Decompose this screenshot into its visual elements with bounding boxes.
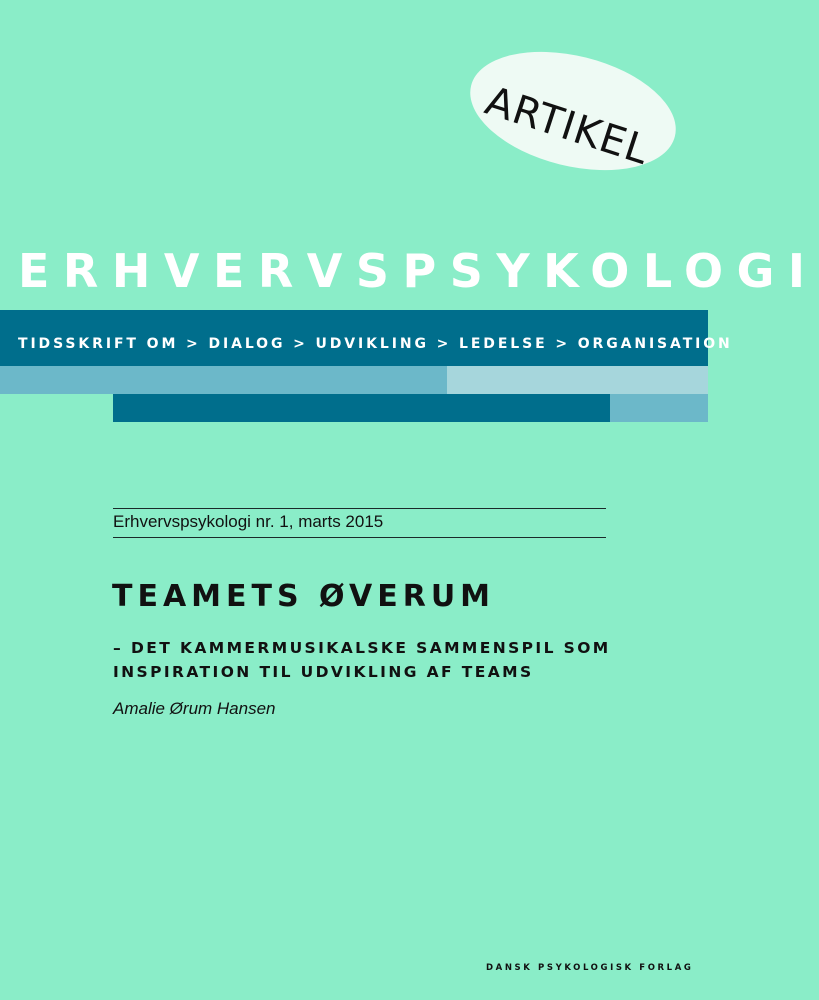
article-subtitle-line-1: – DET KAMMERMUSIKALSKE SAMMENSPIL SOM — [113, 639, 611, 657]
decorative-bar-light-right — [610, 394, 708, 422]
article-title: TEAMETS ØVERUM — [112, 579, 496, 614]
decorative-bar-light — [0, 366, 447, 394]
decorative-bar-dark — [113, 394, 610, 422]
journal-tagline: TIDSSKRIFT OM > DIALOG > UDVIKLING > LEDELSE > ORGANISATION — [18, 336, 733, 352]
journal-title: ERHVERVSPSYKOLOGI — [18, 244, 819, 298]
issue-rule-top — [113, 508, 606, 509]
article-author: Amalie Ørum Hansen — [113, 699, 276, 718]
publisher-name: DANSK PSYKOLOGISK FORLAG — [486, 963, 694, 973]
issue-label: Erhvervspsykologi nr. 1, marts 2015 — [113, 512, 384, 531]
article-subtitle-line-2: INSPIRATION TIL UDVIKLING AF TEAMS — [113, 663, 534, 681]
issue-rule-bottom — [113, 537, 606, 538]
artikel-badge-label: ARTIKEL — [479, 78, 655, 175]
decorative-bar-pale — [447, 366, 708, 394]
article-subtitle — [113, 636, 611, 684]
